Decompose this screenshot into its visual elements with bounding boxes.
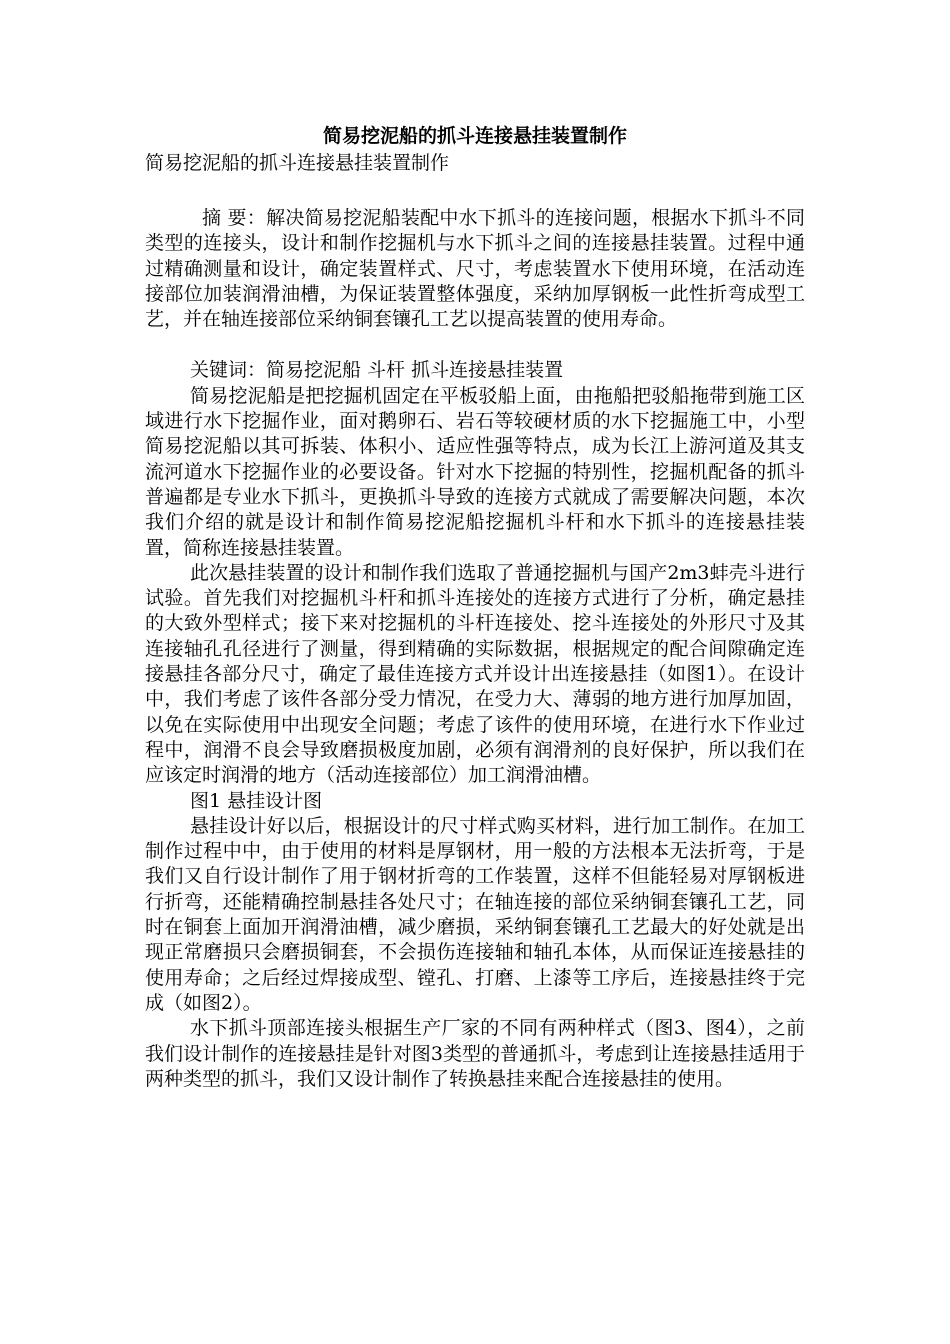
body-paragraph-connector-types: 水下抓斗顶部连接头根据生产厂家的不同有两种样式（图3、图4），之前我们设计制作的连接悬挂是针对图3类型的普通抓斗，考虑到让连接悬挂适用于两种类型的抓斗，我们又设计制作了转换悬挂来配合连接悬挂的使用。 bbox=[145, 1017, 805, 1090]
figure-caption: 图1 悬挂设计图 bbox=[190, 789, 323, 812]
body-paragraph-intro: 简易挖泥船是把挖掘机固定在平板驳船上面，由拖船把驳船拖带到施工区域进行水下挖掘作业，面对鹅卵石、岩石等较硬材质的水下挖掘施工中，小型简易挖泥船以其可拆装、体积小、适应性强等特点，成为长江上游河道及其支流河道水下挖掘作业的必要设备。针对水下挖掘的特别性，挖掘机配备的抓斗普遍都是专业水下抓斗，更换抓斗导致的连接方式就成了需要解决问题，本次我们介绍的就是设计和制作简易挖泥船挖掘机斗杆和水下抓斗的连接悬挂装置，简称连接悬挂装置。 bbox=[145, 384, 805, 559]
body-paragraph-design: 此次悬挂装置的设计和制作我们选取了普通挖掘机与国产2m3蚌壳斗进行试验。首先我们对挖掘机斗杆和抓斗连接处的连接方式进行了分析，确定悬挂的大致外型样式；接下来对挖掘机的斗杆连接处、挖斗连接处的外形尺寸及其连接轴孔孔径进行了测量，得到精确的实际数据，根据规定的配合间隙确定连接悬挂各部分尺寸，确定了最佳连接方式并设计出连接悬挂（如图1）。在设计中，我们考虑了该件各部分受力情况，在受力大、薄弱的地方进行加厚加固，以免在实际使用中出现安全问题；考虑了该件的使用环境，在进行水下作业过程中，润滑不良会导致磨损极度加剧，必须有润滑剂的良好保护，所以我们在应该定时润滑的地方（活动连接部位）加工润滑油槽。 bbox=[145, 561, 805, 787]
document-title: 简易挖泥船的抓斗连接悬挂装置制作 bbox=[322, 125, 627, 147]
body-paragraph-fabrication: 悬挂设计好以后，根据设计的尺寸样式购买材料，进行加工制作。在加工制作过程中中，由于使用的材料是厚钢材，用一般的方法根本无法折弯，于是我们又自行设计制作了用于钢材折弯的工作装置，这样不但能轻易对厚钢板进行折弯，还能精确控制悬挂各处尺寸；在轴连接的部位采纳铜套镶孔工艺，同时在铜套上面加开润滑油槽，减少磨损，采纳铜套镶孔工艺最大的好处就是出现正常磨损只会磨损铜套，不会损伤连接轴和轴孔本体，从而保证连接悬挂的使用寿命；之后经过焊接成型、镗孔、打磨、上漆等工序后，连接悬挂终于完成（如图2）。 bbox=[145, 814, 805, 1014]
abstract-paragraph: 摘 要：解决简易挖泥船装配中水下抓斗的连接问题，根据水下抓斗不同类型的连接头，设计和制作挖掘机与水下抓斗之间的连接悬挂装置。过程中通过精确测量和设计，确定装置样式、尺寸，考虑装置水下使用环境，在活动连接部位加装润滑油槽，为保证装置整体强度，采纳加厚钢板一此性折弯成型工艺，并在轴连接部位采纳铜套镶孔工艺以提高装置的使用寿命。 bbox=[145, 207, 805, 331]
document-subtitle: 简易挖泥船的抓斗连接悬挂装置制作 bbox=[145, 152, 450, 174]
document-body bbox=[145, 122, 805, 1092]
keywords-line: 关键词：简易挖泥船 斗杆 抓斗连接悬挂装置 bbox=[190, 359, 564, 382]
